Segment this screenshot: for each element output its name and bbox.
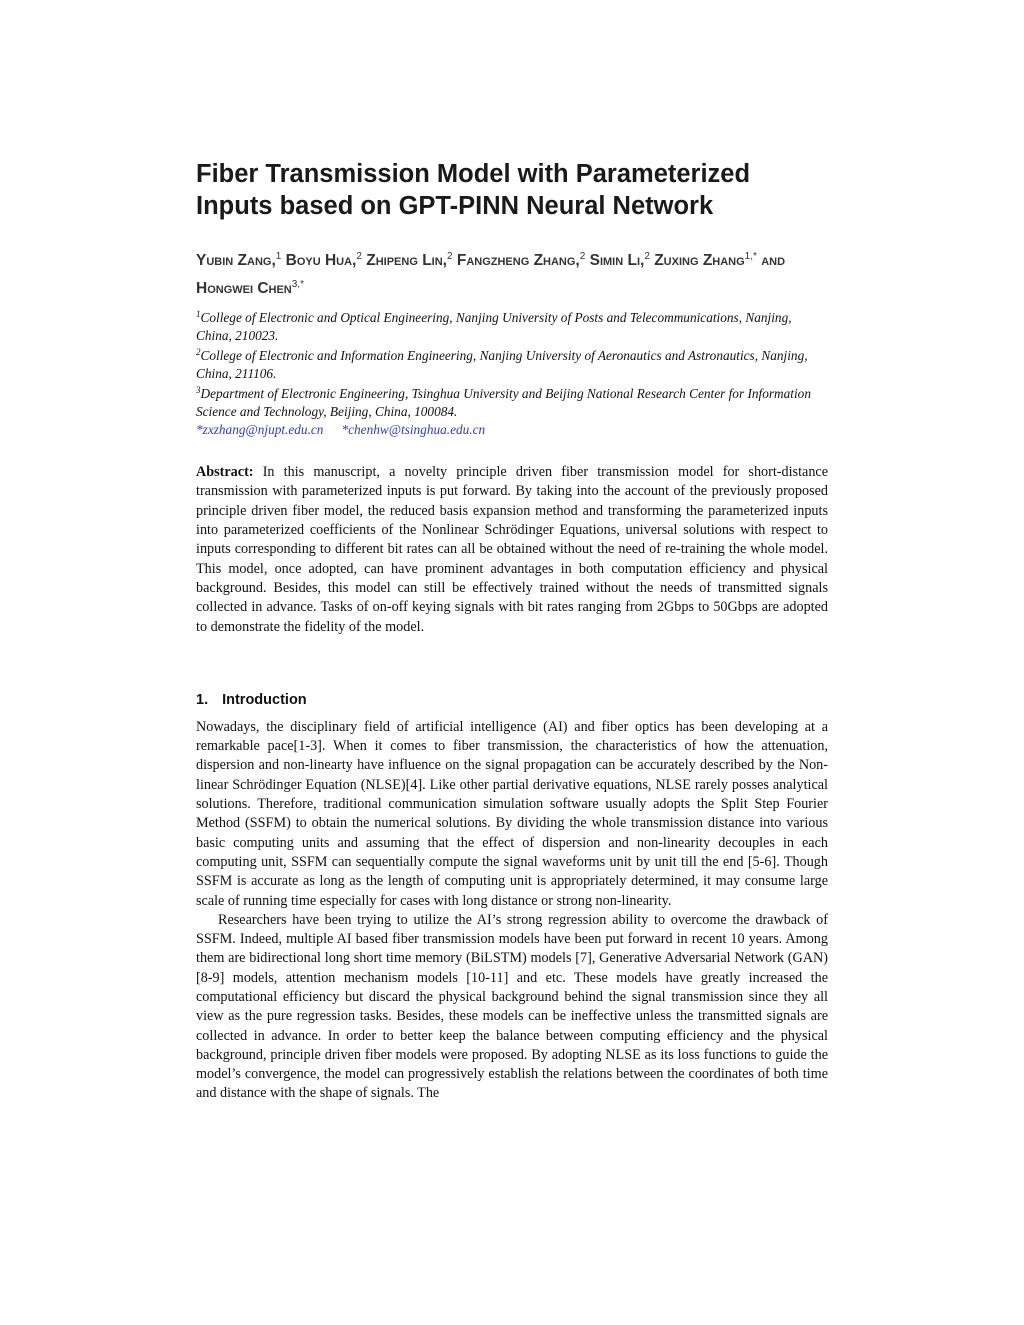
author-affil-mark: 1,* — [744, 251, 757, 262]
author-affil-mark: 2 — [356, 251, 362, 262]
affiliation-mark: 2 — [196, 347, 201, 358]
author-list — [196, 245, 828, 301]
author-affil-mark: 2 — [446, 251, 453, 262]
author-name: Boyu Hua, — [285, 252, 357, 269]
email-link[interactable]: *chenhw@tsinghua.edu.cn — [341, 421, 486, 437]
author-affil-mark: 2 — [579, 251, 586, 262]
email-link[interactable]: *zxzhang@njupt.edu.cn — [196, 421, 324, 437]
body-paragraph: Nowadays, the disciplinary field of artificial intelligence (AI) and fiber optics has been developing at a remarkable pace[1-3]. When it comes to fiber transmission, the characteristics of how the attenuation, dispersion and non-linearty have influence on the signal propagation can be accurately described by the Non-linear Schrödinger Equation (NLSE)[4]. Like other partial derivative equations, NLSE rarely posses analytical solutions. Therefore, traditional communication simulation software usually adopts the Split Step Fourier Method (SSFM) to obtain the numerical solutions. By dividing the whole transmission distance into various basic computing units and assuming that the effect of dispersion and non-linearity decouples in each computing unit, SSFM can sequentially compute the signal waveforms unit by unit till the end [5-6]. Though SSFM is accurate as long as the length of computing unit is appropriately determined, it may consume large scale of running time especially for cases with long distance or strong non-linearity. — [196, 718, 828, 909]
affiliation-mark: 1 — [196, 309, 201, 319]
contact-emails — [196, 421, 828, 439]
author-name: and Hongwei Chen — [196, 252, 786, 297]
section-heading — [196, 692, 828, 708]
affiliation-text: College of Electronic and Optical Engineering, Nanjing University of Posts and Telecommunications, Nanjing, China, 210023. — [196, 310, 792, 343]
affiliation-list — [196, 306, 828, 438]
body-paragraph: Researchers have been trying to utilize the AI’s strong regression ability to overcome the drawback of SSFM. Indeed, multiple AI based fiber transmission models have been put forward in recent 10 years. Among them are bidirectional long short time memory (BiLSTM) models [7], Generative Adversarial Network (GAN) [8-9] models, attention mechanism models [10-11] and etc. These models have greatly increased the computational efficiency but discard the physical background behind the signal transmission since they all view as the pure regression tasks. Besides, these models can be ineffective unless the transmitted signals are collected in advance. In order to better keep the balance between computing efficiency and the physical background, principle driven fiber models were proposed. By adopting NLSE as its loss functions to guide the model’s convergence, the model can progressively establish the relations between the coordinates of both time and distance with the shape of signals. The — [196, 911, 828, 1102]
affiliation-mark: 3 — [196, 385, 201, 396]
paper-title — [196, 158, 828, 222]
section-number: 1. — [196, 691, 209, 708]
abstract — [196, 463, 828, 637]
author-name: Yubin Zang, — [196, 252, 276, 269]
affiliation — [196, 344, 828, 382]
affiliation — [196, 306, 828, 344]
author-affil-mark: 1 — [275, 251, 282, 262]
affiliation-text: Department of Electronic Engineering, Tsinghua University and Beijing National Research Center for Information Science and Technology, Beijing, China, 100084. — [196, 386, 811, 419]
author-name: Zuxing Zhang — [654, 252, 745, 269]
author-affil-mark: 2 — [644, 251, 650, 262]
abstract-label: Abstract: — [196, 464, 254, 481]
abstract-text: In this manuscript, a novelty principle driven fiber transmission model for short-distance transmission with parameterized inputs is put forward. By taking into the account of the previously proposed principle driven fiber model, the reduced basis expansion method and transforming the parameterized inputs into parameterized coefficients of the Nonlinear Schrödinger Equations, universal solutions with respect to inputs corresponding to different bit rates can all be obtained without the need of re-training the whole model. This model, once adopted, can have prominent advantages in both computation efficiency and physical background. Besides, this model can still be effectively trained without the needs of transmitted signals collected in advance. Tasks of on-off keying signals with bit rates ranging from 2Gbps to 50Gbps are adopted to demonstrate the fidelity of the model. — [196, 464, 829, 635]
author-name: Zhipeng Lin, — [366, 252, 447, 269]
author-name: Fangzheng Zhang, — [456, 252, 580, 269]
title-line-2: Inputs based on GPT-PINN Neural Network — [196, 192, 714, 220]
paper-page — [196, 150, 828, 1104]
section-title: Introduction — [222, 691, 307, 708]
author-name: Simin Li, — [589, 252, 645, 269]
affiliation — [196, 382, 828, 420]
author-affil-mark: 3,* — [291, 279, 304, 290]
title-line-1: Fiber Transmission Model with Parameterized — [196, 160, 751, 188]
affiliation-text: College of Electronic and Information Engineering, Nanjing University of Aeronautics and Astronautics, Nanjing, China, 211106. — [196, 348, 808, 381]
